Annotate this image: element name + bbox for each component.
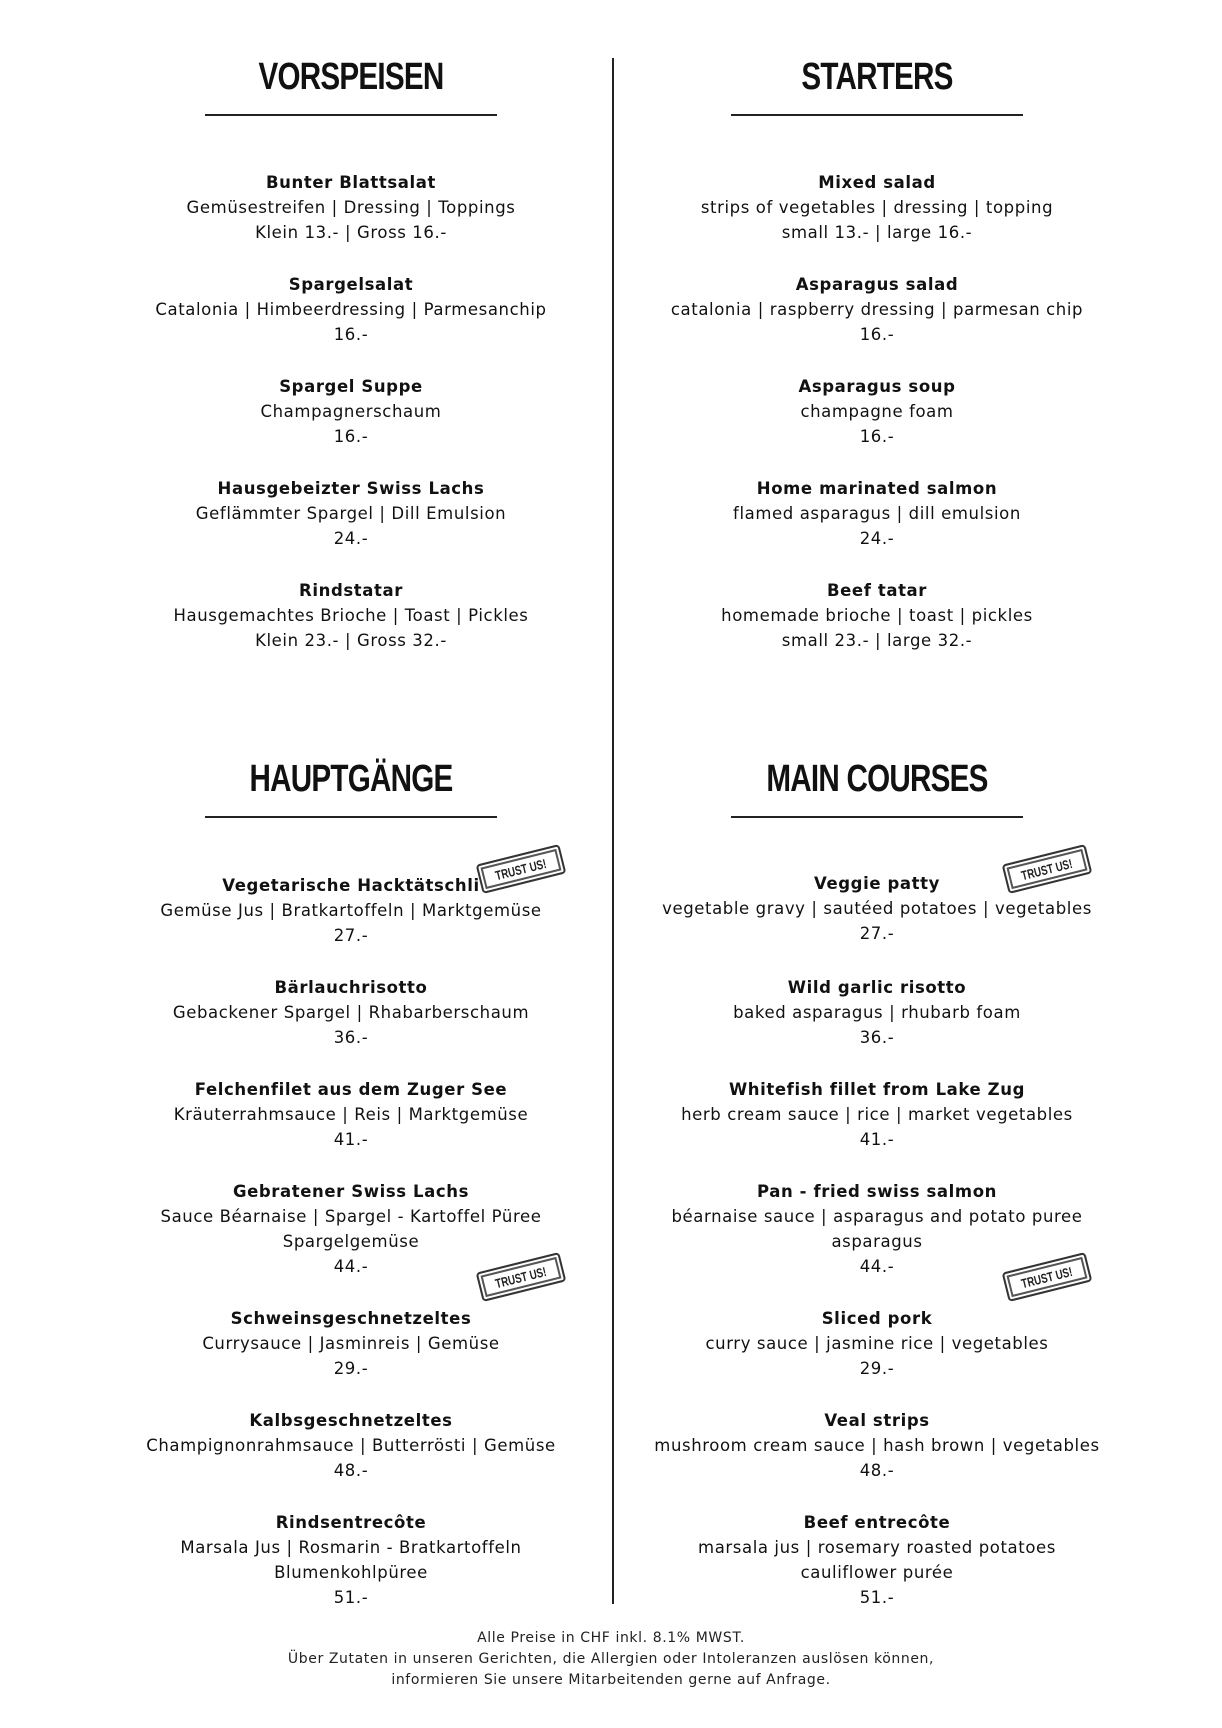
menu-item <box>597 871 1157 946</box>
dish-description: Spargelgemüse <box>282 1232 420 1251</box>
dish-description: Catalonia | Himbeerdressing | Parmesanchip <box>155 300 547 319</box>
mains-heading: MAIN COURSES <box>766 758 988 800</box>
trust-us-stamp: TRUST US! <box>1002 844 1093 894</box>
dish-price: 51.- <box>859 1588 895 1607</box>
menu-item <box>71 374 631 449</box>
dish-name: Rindsentrecôte <box>275 1513 427 1532</box>
footer-line: informieren Sie unsere Mitarbeitenden gerne auf Anfrage. <box>391 1672 831 1688</box>
dish-description: mushroom cream sauce | hash brown | vegetables <box>654 1436 1100 1455</box>
menu-item <box>71 1510 631 1610</box>
dish-price: 27.- <box>859 924 895 943</box>
dish-description: vegetable gravy | sautéed potatoes | vegetables <box>662 899 1092 918</box>
dish-name: Kalbsgeschnetzeltes <box>249 1411 453 1430</box>
menu-item <box>597 476 1157 551</box>
footer-line: Über Zutaten in unseren Gerichten, die Allergien oder Intoleranzen auslösen können, <box>287 1651 935 1667</box>
dish-name: Vegetarische Hacktätschli <box>222 876 480 895</box>
dish-price: 44.- <box>333 1257 369 1276</box>
dish-name: Home marinated salmon <box>756 479 998 498</box>
dish-price: 51.- <box>333 1588 369 1607</box>
dish-description: marsala jus | rosemary roasted potatoes <box>698 1538 1056 1557</box>
dish-name: Veggie patty <box>814 874 940 893</box>
menu-item <box>71 1306 631 1381</box>
dish-name: Whitefish fillet from Lake Zug <box>728 1080 1026 1099</box>
dish-description: Gemüsestreifen | Dressing | Toppings <box>186 198 516 217</box>
trust-us-stamp: TRUST US! <box>1002 1252 1093 1302</box>
menu-item <box>71 272 631 347</box>
starters-heading: VORSPEISEN <box>258 56 444 98</box>
dish-price: 36.- <box>333 1028 369 1047</box>
menu-item <box>71 578 631 653</box>
heading-rule <box>731 114 1023 116</box>
menu-item <box>71 1077 631 1152</box>
dish-name: Spargel Suppe <box>279 377 423 396</box>
dish-description: curry sauce | jasmine rice | vegetables <box>705 1334 1049 1353</box>
dish-name: Asparagus soup <box>798 377 956 396</box>
dish-description: asparagus <box>831 1232 923 1251</box>
menu-item <box>597 1408 1157 1483</box>
trust-us-stamp: TRUST US! <box>476 1252 567 1302</box>
dish-price: 16.- <box>859 427 895 446</box>
dish-description: Gemüse Jus | Bratkartoffeln | Marktgemüse <box>160 901 542 920</box>
dish-price: 48.- <box>333 1461 369 1480</box>
dish-description: herb cream sauce | rice | market vegetables <box>681 1105 1073 1124</box>
menu-item <box>597 272 1157 347</box>
dish-name: Schweinsgeschnetzeltes <box>230 1309 472 1328</box>
dish-description: catalonia | raspberry dressing | parmesan chip <box>670 300 1084 319</box>
dish-name: Felchenfilet aus dem Zuger See <box>194 1080 508 1099</box>
dish-description: Marsala Jus | Rosmarin - Bratkartoffeln <box>180 1538 522 1557</box>
dish-name: Hausgebeizter Swiss Lachs <box>217 479 485 498</box>
dish-name: Pan - fried swiss salmon <box>757 1182 997 1201</box>
dish-price: 36.- <box>859 1028 895 1047</box>
dish-price: 29.- <box>859 1359 895 1378</box>
menu-item <box>597 578 1157 653</box>
menu-item <box>71 476 631 551</box>
english-column <box>597 0 1157 1610</box>
heading-rule <box>205 114 497 116</box>
dish-name: Veal strips <box>824 1411 930 1430</box>
dish-name: Bunter Blattsalat <box>265 173 436 192</box>
dish-description: Hausgemachtes Brioche | Toast | Pickles <box>173 606 529 625</box>
dish-name: Beef entrecôte <box>803 1513 951 1532</box>
dish-description: champagne foam <box>800 402 954 421</box>
menu-item <box>597 1510 1157 1610</box>
dish-description: Champagnerschaum <box>260 402 442 421</box>
dish-price: 27.- <box>333 926 369 945</box>
dish-description: flamed asparagus | dill emulsion <box>733 504 1021 523</box>
dish-price: 41.- <box>333 1130 369 1149</box>
dish-price: 44.- <box>859 1257 895 1276</box>
menu-item <box>71 170 631 245</box>
dish-price: 24.- <box>859 529 895 548</box>
dish-description: Kräuterrahmsauce | Reis | Marktgemüse <box>173 1105 529 1124</box>
dish-price: 16.- <box>333 325 369 344</box>
dish-description: béarnaise sauce | asparagus and potato puree <box>671 1207 1083 1226</box>
dish-name: Bärlauchrisotto <box>274 978 428 997</box>
mains-heading: HAUPTGÄNGE <box>249 758 453 800</box>
heading-rule <box>731 816 1023 818</box>
menu-item <box>597 1306 1157 1381</box>
dish-price: small 13.- | large 16.- <box>781 223 973 242</box>
footer-line: Alle Preise in CHF inkl. 8.1% MWST. <box>477 1630 745 1646</box>
dish-description: baked asparagus | rhubarb foam <box>733 1003 1021 1022</box>
dish-description: strips of vegetables | dressing | topping <box>700 198 1054 217</box>
dish-description: Champignonrahmsauce | Butterrösti | Gemüse <box>146 1436 556 1455</box>
dish-description: homemade brioche | toast | pickles <box>721 606 1033 625</box>
dish-name: Asparagus salad <box>795 275 959 294</box>
menu-item <box>597 975 1157 1050</box>
dish-description: Geflämmter Spargel | Dill Emulsion <box>195 504 507 523</box>
menu-item <box>71 1408 631 1483</box>
menu-item <box>71 873 631 948</box>
dish-name: Mixed salad <box>818 173 936 192</box>
dish-price: 41.- <box>859 1130 895 1149</box>
dish-price: Klein 23.- | Gross 32.- <box>255 631 447 650</box>
dish-description: Currysauce | Jasminreis | Gemüse <box>202 1334 500 1353</box>
dish-name: Rindstatar <box>299 581 403 600</box>
dish-price: Klein 13.- | Gross 16.- <box>255 223 447 242</box>
dish-name: Wild garlic risotto <box>787 978 967 997</box>
dish-description: cauliflower purée <box>800 1563 954 1582</box>
footer-note <box>0 1628 1222 1691</box>
menu-item <box>597 374 1157 449</box>
menu-item <box>71 975 631 1050</box>
dish-price: 16.- <box>333 427 369 446</box>
dish-price: small 23.- | large 32.- <box>781 631 973 650</box>
dish-price: 29.- <box>333 1359 369 1378</box>
dish-name: Sliced pork <box>821 1309 933 1328</box>
trust-us-stamp: TRUST US! <box>476 844 567 894</box>
dish-price: 24.- <box>333 529 369 548</box>
dish-name: Beef tatar <box>826 581 928 600</box>
menu-item <box>597 170 1157 245</box>
starters-heading: STARTERS <box>801 56 953 98</box>
dish-price: 48.- <box>859 1461 895 1480</box>
dish-name: Spargelsalat <box>288 275 414 294</box>
dish-description: Gebackener Spargel | Rhabarberschaum <box>172 1003 530 1022</box>
dish-price: 16.- <box>859 325 895 344</box>
menu-item <box>597 1077 1157 1152</box>
german-column <box>71 0 631 1610</box>
dish-name: Gebratener Swiss Lachs <box>232 1182 470 1201</box>
heading-rule <box>205 816 497 818</box>
dish-description: Blumenkohlpüree <box>274 1563 428 1582</box>
dish-description: Sauce Béarnaise | Spargel - Kartoffel Püree <box>160 1207 542 1226</box>
